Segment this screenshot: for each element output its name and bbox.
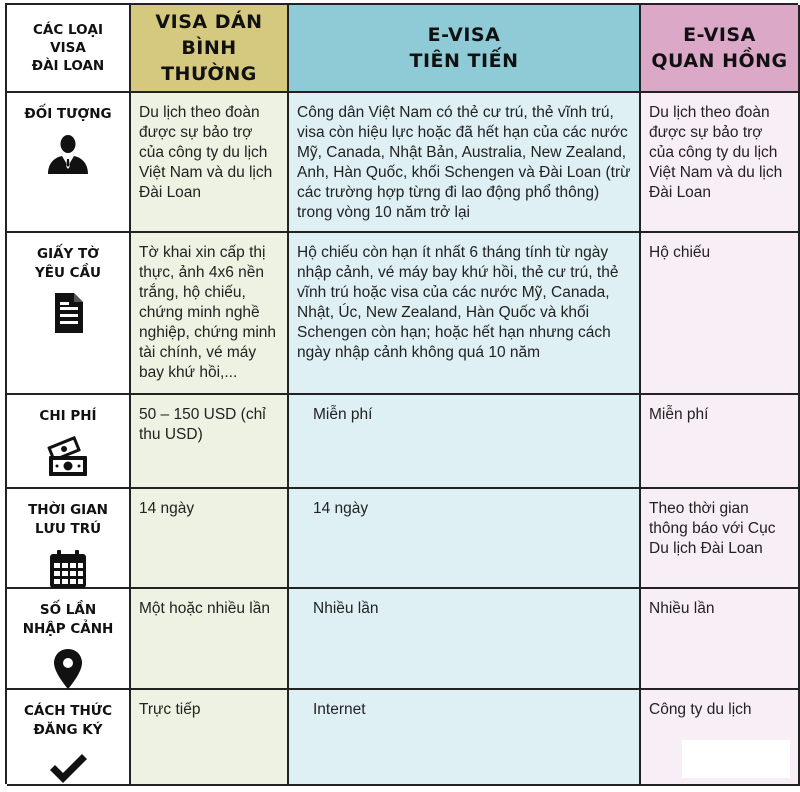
row-label-text: LƯU TRÚ	[34, 521, 102, 537]
checkmark-icon	[46, 748, 90, 792]
cell-quan-hong-applicant	[641, 93, 800, 233]
column-header-quan-hong-evisa	[641, 5, 800, 93]
cell-regular-cost	[131, 395, 289, 489]
cell-advanced-entries	[289, 589, 641, 690]
cell-text: Miễn phí	[649, 406, 709, 423]
row-label-entries	[7, 589, 131, 690]
row-label-text: ĐĂNG KÝ	[33, 722, 103, 738]
row-label-text: CHI PHÍ	[39, 408, 97, 424]
cell-quan-hong-registration	[641, 690, 800, 786]
column-header-regular-visa	[131, 5, 289, 93]
column-header-line: BÌNH THƯỜNG	[161, 37, 257, 85]
cell-text: 14 ngày	[313, 500, 369, 517]
cell-text: Tờ khai xin cấp thị thực, ảnh 4x6 nền trắng, hộ chiếu, chứng minh nghề nghiệp, chứng minh tài chính, vé máy bay khứ hồi,...	[139, 244, 277, 381]
cell-text: Hộ chiếu còn hạn ít nhất 6 tháng tính từ ngày nhập cảnh, vé máy bay khứ hồi, thẻ cư trú, thẻ vĩnh trú hoặc visa của các nước Mỹ, Canada, Nhật, Úc, New Zealand, Hàn Quốc và khối Schengen còn hạn; hoặc hết hạn nhưng cách ngày nhập cảnh không quá 10 năm	[297, 244, 619, 361]
row-label-text: YÊU CẦU	[35, 265, 101, 281]
cell-text: 14 ngày	[139, 500, 195, 517]
column-header-line: VISA DÁN	[155, 11, 263, 33]
cell-text: Theo thời gian thông báo với Cục Du lịch Đài Loan	[649, 500, 776, 557]
cell-text: Hộ chiếu	[649, 244, 711, 261]
document-icon	[46, 291, 90, 335]
row-label-text: GIẤY TỜ	[36, 246, 100, 262]
row-label-text: ĐỐI TƯỢNG	[24, 106, 112, 122]
cell-quan-hong-stay	[641, 489, 800, 589]
cell-text: Nhiều lần	[313, 600, 379, 617]
row-label-applicant	[7, 93, 131, 233]
cell-regular-documents	[131, 233, 289, 395]
cell-regular-registration	[131, 690, 289, 786]
row-label-text: THỜI GIAN	[28, 502, 108, 518]
corner-header	[7, 5, 131, 93]
column-header-advanced-evisa	[289, 5, 641, 93]
column-header-line: E-VISA	[427, 24, 501, 46]
cell-advanced-applicant	[289, 93, 641, 233]
blank-box	[682, 740, 790, 778]
cell-advanced-documents	[289, 233, 641, 395]
cell-text: Miễn phí	[313, 406, 373, 423]
row-label-text: CÁCH THỨC	[24, 703, 112, 719]
row-label-text: NHẬP CẢNH	[22, 621, 114, 637]
cell-regular-entries	[131, 589, 289, 690]
row-label-registration	[7, 690, 131, 786]
cell-text: 50 – 150 USD (chỉ thu USD)	[139, 406, 266, 443]
corner-header-line: VISA	[50, 40, 86, 56]
person-icon	[46, 132, 90, 176]
cell-advanced-registration	[289, 690, 641, 786]
cell-quan-hong-documents	[641, 233, 800, 395]
cell-text: Một hoặc nhiều lần	[139, 600, 270, 617]
visa-comparison-table	[5, 3, 798, 784]
cell-text: Trực tiếp	[139, 701, 201, 718]
corner-header-line: ĐÀI LOAN	[31, 58, 105, 74]
location-pin-icon	[46, 647, 90, 691]
cell-regular-applicant	[131, 93, 289, 233]
corner-header-line: CÁC LOẠI	[32, 22, 104, 38]
cell-text: Công ty du lịch	[649, 701, 752, 718]
row-label-stay-duration	[7, 489, 131, 589]
cell-text: Du lịch theo đoàn được sự bảo trợ của công ty du lịch Việt Nam và du lịch Đài Loan	[139, 104, 273, 201]
row-label-text: SỐ LẦN	[39, 602, 97, 618]
calendar-icon	[46, 547, 90, 591]
column-header-line: QUAN HỒNG	[651, 50, 788, 72]
column-header-line: TIÊN TIẾN	[409, 50, 519, 72]
cell-advanced-stay	[289, 489, 641, 589]
cell-regular-stay	[131, 489, 289, 589]
cell-quan-hong-entries	[641, 589, 800, 690]
cell-text: Công dân Việt Nam có thẻ cư trú, thẻ vĩnh trú, visa còn hiệu lực hoặc đã hết hạn của các nước Mỹ, Canada, Nhật Bản, Australia, New Zealand, Anh, Hàn Quốc, khối Schengen và Đài Loan (trừ các trường hợp từng đi lao động phổ thông) trong vòng 10 năm trở lại	[297, 104, 631, 221]
column-header-line: E-VISA	[683, 24, 756, 46]
row-label-cost	[7, 395, 131, 489]
cell-advanced-cost	[289, 395, 641, 489]
cell-quan-hong-cost	[641, 395, 800, 489]
cell-text: Internet	[313, 701, 366, 718]
cell-text: Du lịch theo đoàn được sự bảo trợ của công ty du lịch Việt Nam và du lịch Đài Loan	[649, 104, 783, 201]
money-icon	[46, 434, 90, 478]
row-label-documents	[7, 233, 131, 395]
cell-text: Nhiều lần	[649, 600, 715, 617]
